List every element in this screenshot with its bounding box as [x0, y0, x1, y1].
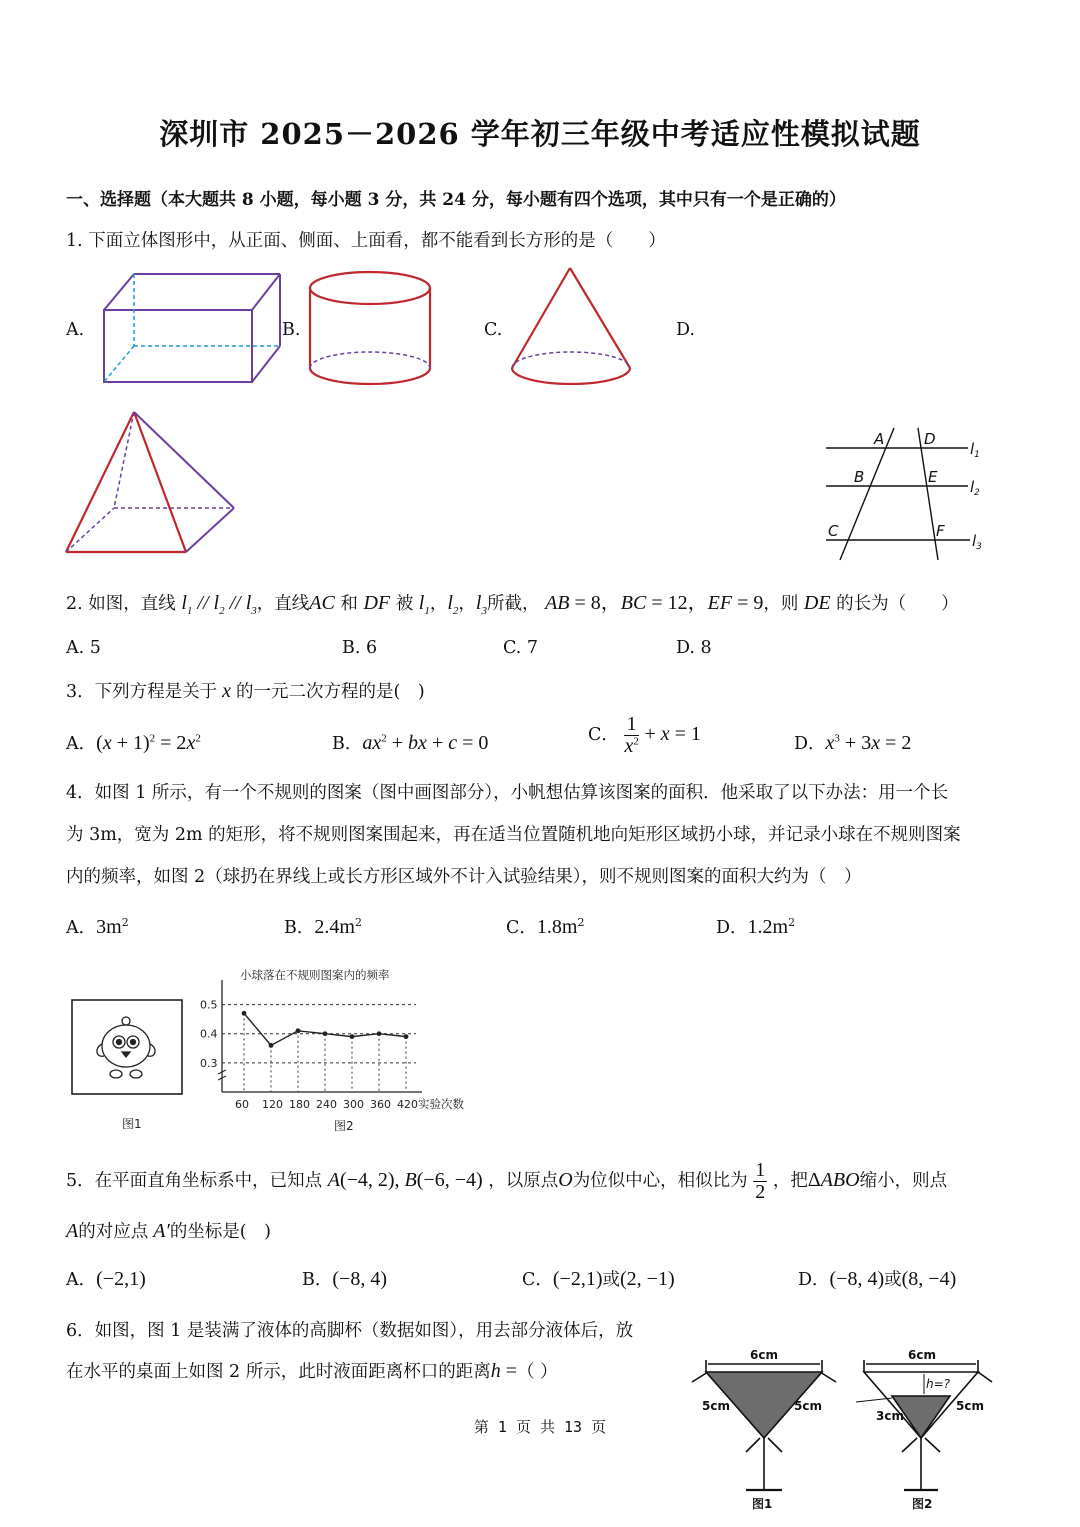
point-d-label: D — [924, 430, 936, 448]
pyramid-figure — [62, 406, 242, 558]
q2-option-a: A. 5 — [66, 638, 101, 658]
q1-option-b: B. — [282, 320, 301, 340]
point-c-label: C — [828, 522, 839, 540]
x-tick-label: 240 — [316, 1098, 337, 1111]
q4-option-b: B．$2.4m^2$ — [284, 916, 362, 938]
point-e-label: E — [928, 468, 938, 486]
data-point — [296, 1028, 301, 1033]
x-tick-label: 120 — [262, 1098, 283, 1111]
q5-option-c: C．(−2,1)或(2, −1) — [522, 1268, 675, 1290]
q3-option-a: A．$(x + 1)^2 = 2x^2$ — [66, 732, 201, 754]
q1-option-d: D. — [676, 320, 695, 340]
y-tick-label: 0.5 — [200, 998, 218, 1012]
data-point — [377, 1031, 382, 1036]
y-tick-label: 0.4 — [200, 1027, 218, 1041]
line-l3-label: $l_3$ — [972, 532, 982, 552]
q3-stem: 3．下列方程是关于 x 的一元二次方程的是( ) — [66, 680, 425, 702]
q1-option-a: A. — [66, 320, 85, 340]
q5-line-2: A的对应点 A′的坐标是( ) — [66, 1220, 271, 1242]
data-point — [323, 1031, 328, 1036]
q1-option-c: C. — [484, 320, 503, 340]
q4-line-3: 内的频率，如图 2（球扔在界线上或长方形区域外不计入试验结果），则不规则图案的面积大约为（ ） — [66, 867, 862, 887]
point-b-label: B — [854, 468, 865, 486]
q1-stem: 1. 下面立体图形中，从正面、侧面、上面看，都不能看到长方形的是（ ） — [66, 231, 666, 251]
parallel-lines-figure — [820, 424, 990, 564]
x-tick-label: 360 — [370, 1098, 391, 1111]
data-point — [350, 1034, 355, 1039]
q2-option-d: D. 8 — [676, 638, 712, 658]
fig2-h-label: h=? — [926, 1377, 951, 1391]
x-tick-label: 180 — [289, 1098, 310, 1111]
data-point — [242, 1011, 247, 1016]
frequency-chart — [196, 962, 486, 1138]
cone-figure — [506, 264, 640, 390]
x-tick-label: 420 — [397, 1098, 418, 1111]
fig1-right-side: 5cm — [794, 1399, 822, 1413]
page-footer: 第 1 页 共 13 页 — [473, 1418, 607, 1436]
q4-line-2: 为 3m，宽为 2m 的矩形，将不规则图案围起来，再在适当位置随机地向矩形区域扔小球，并记录小球在不规则图案 — [66, 825, 961, 845]
q5-option-d: D．(−8, 4)或(8, −4) — [798, 1268, 957, 1290]
irregular-pattern-figure — [68, 996, 188, 1136]
y-tick-label: 0.3 — [200, 1056, 218, 1070]
q2-option-b: B. 6 — [342, 638, 378, 658]
fig1-left-side: 5cm — [702, 1399, 730, 1413]
q5-option-b: B．(−8, 4) — [302, 1268, 387, 1290]
q5-option-a: A．(−2,1) — [66, 1268, 146, 1290]
q3-option-d: D．$x^3 + 3x = 2$ — [794, 732, 912, 754]
line-l1-label: $l_1$ — [970, 440, 980, 460]
q2-option-c: C. 7 — [503, 638, 539, 658]
section-heading: 一、选择题（本大题共 8 小题，每小题 3 分，共 24 分，每小题有四个选项，其中只有一个是正确的） — [66, 190, 846, 210]
q4-option-d: D．$1.2m^2$ — [716, 916, 796, 938]
fig1-top-width: 6cm — [750, 1348, 778, 1362]
x-tick-label: 60 — [235, 1098, 249, 1111]
q4-option-a: A．$3m^2$ — [66, 916, 129, 938]
data-point — [269, 1043, 274, 1048]
x-tick-label: 300 — [343, 1098, 364, 1111]
fig2-caption: 图2 — [912, 1497, 933, 1511]
q3-option-c: C． $\frac{1}{x^2}$ + x = 1 — [588, 713, 701, 757]
chart-title: 小球落在不规则图案内的频率 — [240, 968, 390, 982]
q3-option-b: B．$ax^2$ + bx + c = 0 — [332, 732, 489, 754]
fig1-caption: 图1 — [122, 1117, 142, 1131]
point-f-label: F — [936, 522, 945, 540]
q4-line-1: 4．如图 1 所示，有一个不规则的图案（图中画图部分），小帆想估算该图案的面积．他采取了以下办法：用一个长 — [66, 783, 949, 803]
q4-option-c: C．$1.8m^2$ — [506, 916, 585, 938]
q2-stem: 2. 如图，直线 $l_1 // l_2 // l_3$，直线AC 和 DF 被 $l_1$，$l_2$，$l_3$所截， AB = 8，BC = 12，EF = 9，则 DE 的长为（ ） — [66, 592, 959, 617]
q6-line-2: 在水平的桌面上如图 2 所示，此时液面距离杯口的距离h =（ ） — [66, 1360, 558, 1382]
fig2-caption: 图2 — [334, 1119, 354, 1133]
point-a-label: A — [874, 430, 885, 448]
chart-x-label: 实验次数 — [418, 1097, 464, 1111]
cylinder-figure — [302, 266, 438, 390]
fig2-right-side: 5cm — [956, 1399, 984, 1413]
page-title: 深圳市 2025－2026 学年初三年级中考适应性模拟试题 — [159, 117, 921, 151]
fig2-top-width: 6cm — [908, 1348, 936, 1362]
q6-line-1: 6．如图，图 1 是装满了液体的高脚杯（数据如图），用去部分液体后，放 — [66, 1321, 634, 1341]
data-point — [404, 1034, 409, 1039]
line-l2-label: $l_2$ — [970, 478, 980, 498]
q5-stem: 5．在平面直角坐标系中，已知点 A(−4, 2), B(−6, −4) ，以原点O为位似中心，相似比为 $\frac{1}{2}$ ，把ΔABO缩小，则点 — [66, 1159, 948, 1203]
fig1-caption: 图1 — [752, 1497, 773, 1511]
cuboid-figure — [96, 268, 286, 388]
fig2-liquid-side: 3cm — [876, 1409, 904, 1423]
